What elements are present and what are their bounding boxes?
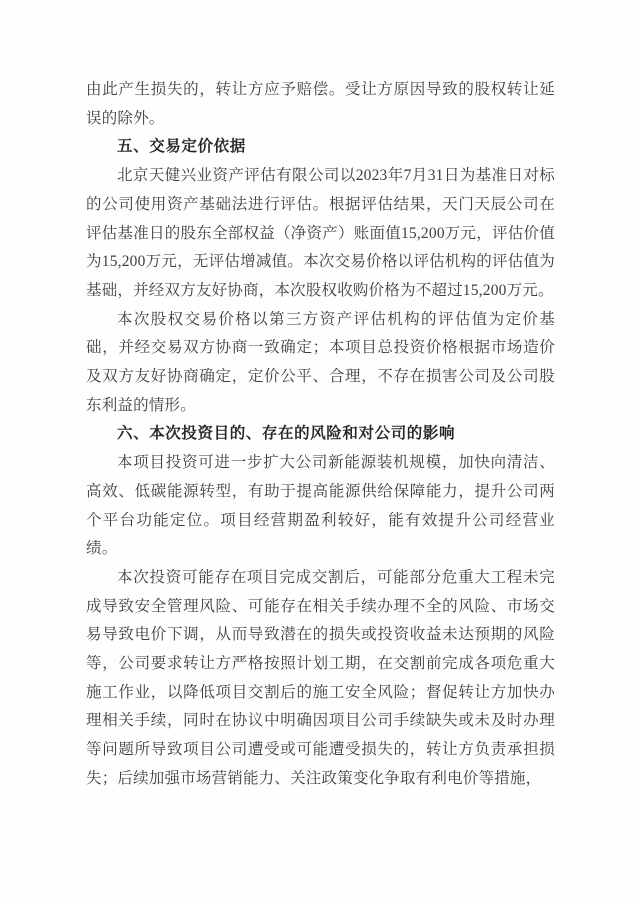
paragraph: 本次股权交易价格以第三方资产评估机构的评估值为定价基础，并经交易双方协商一致确定；本项目总投资价格根据市场造价及双方友好协商确定，定价公平、合理，不存在损害公司及公司股东利益的情形。 [86,310,555,414]
section-heading: 五、交易定价依据 [117,138,246,156]
paragraph: 北京天健兴业资产评估有限公司以2023年7月31日为基准日对标的公司使用资产基础法进行评估。根据评估结果，天门天辰公司在评估基准日的股东全部权益（净资产）账面值15,200万元，评估价值为15,200万元，无评估增减值。本次交易价格以评估机构的评估值为基础，并经双方友好协商，本次股权收购价格为不超过15,200万元。 [86,167,555,299]
document-body [86,76,555,794]
paragraph: 本项目投资可进一步扩大公司新能源装机规模，加快向清洁、高效、低碳能源转型，有助于提高能源供给保障能力，提升公司两个平台功能定位。项目经营期盈利较好，能有效提升公司经营业绩。 [86,454,555,558]
paragraph: 由此产生损失的，转让方应予赔偿。受让方原因导致的股权转让延误的除外。 [86,81,555,127]
paragraph: 本次投资可能存在项目完成交割后，可能部分危重大工程未完成导致安全管理风险、可能存在相关手续办理不全的风险、市场交易导致电价下调，从而导致潜在的损失或投资收益未达预期的风险等，公司要求转让方严格按照计划工期，在交割前完成各项危重大施工作业，以降低项目交割后的施工安全风险；督促转让方加快办理相关手续，同时在协议中明确因项目公司手续缺失或未及时办理等问题所导致项目公司遭受或可能遭受损失的，转让方负责承担损失；后续加强市场营销能力、关注政策变化争取有利电价等措施， [86,568,555,787]
section-heading: 六、本次投资目的、存在的风险和对公司的影响 [117,425,456,443]
